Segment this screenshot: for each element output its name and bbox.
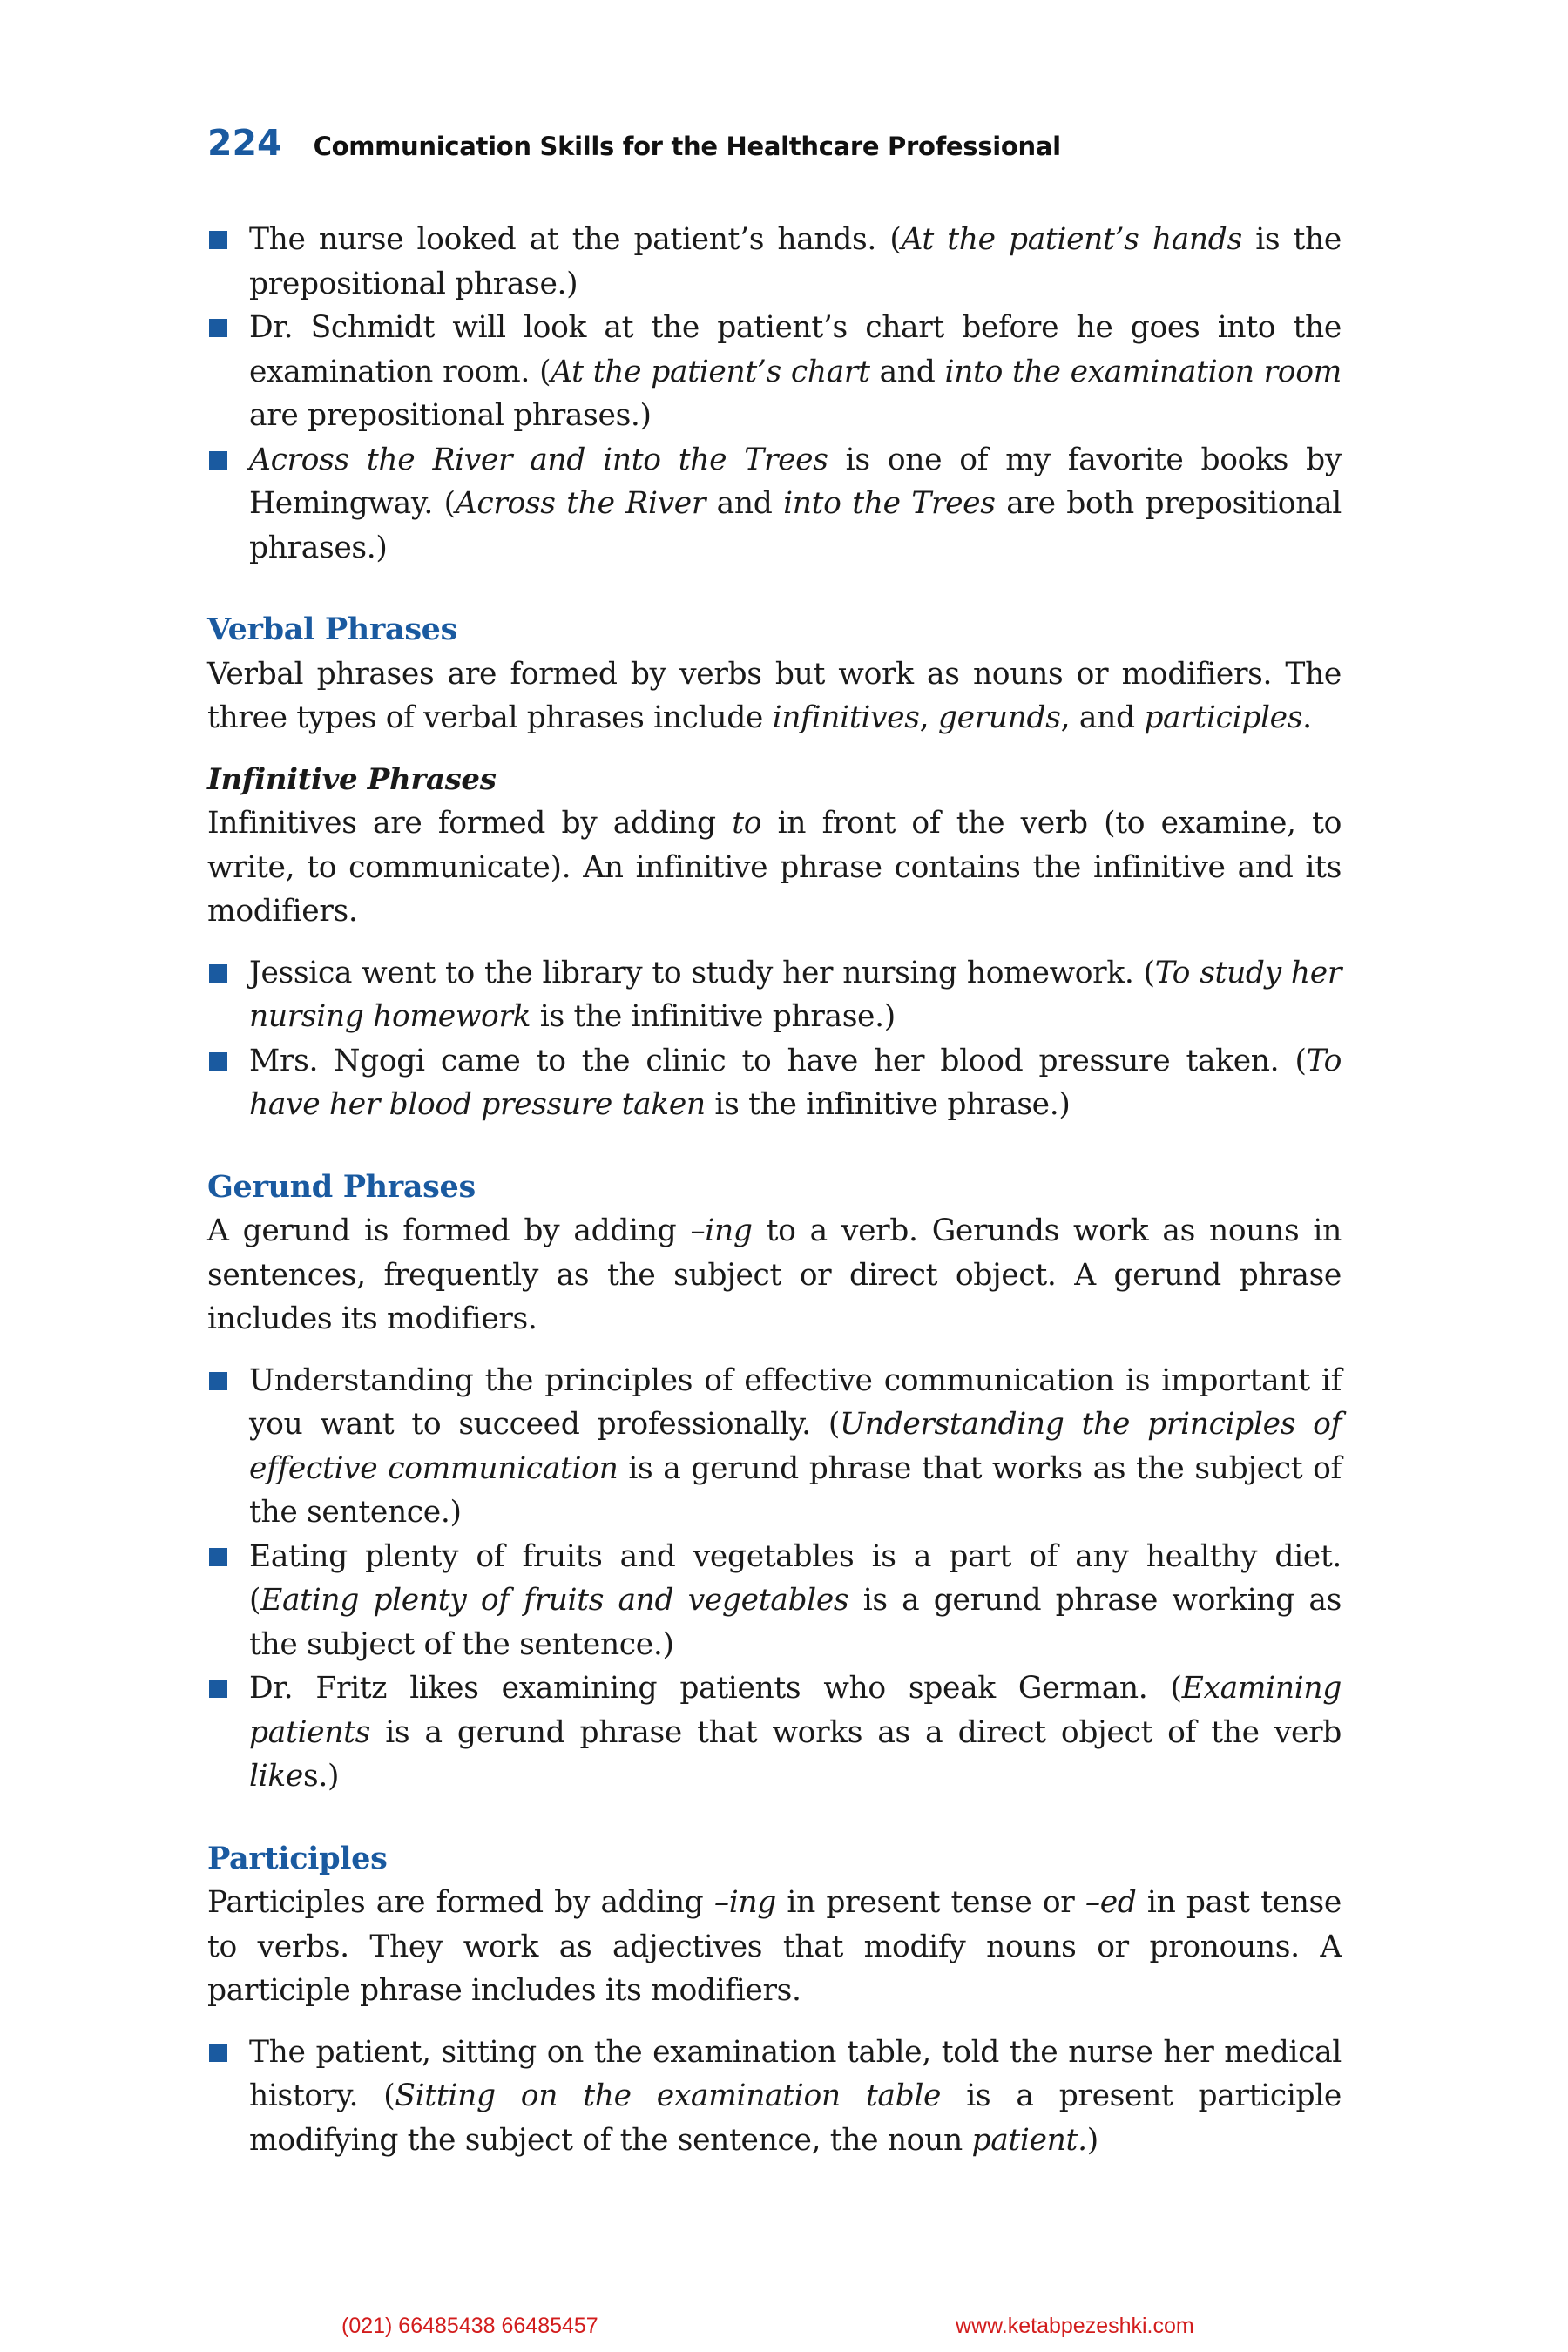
square-bullet-icon — [209, 1372, 227, 1390]
text-run: is one of my favorite books by Hemingway. ( — [249, 442, 1342, 521]
italic-text: patient. — [971, 2122, 1087, 2158]
infinitive-bullet-list — [207, 951, 1342, 1127]
text-run: is a gerund phrase that works as a direct object of the verb — [369, 1714, 1342, 1750]
text-run: is a gerund phrase working as the subject of the sentence.) — [249, 1583, 1342, 1662]
italic-text: Understanding the principles of effective communication — [249, 1407, 1342, 1486]
text-run: , and — [1060, 700, 1145, 735]
square-bullet-icon — [209, 451, 227, 470]
gerund-phrases-paragraph — [207, 1209, 1342, 1342]
text-run: A gerund is formed by adding — [207, 1213, 691, 1248]
text-run: The patient, sitting on the examination table, told the nurse her medical history. ( — [249, 2034, 1342, 2113]
italic-text: into the Trees — [783, 486, 996, 521]
italic-text: Eating plenty of fruits and vegetables — [260, 1583, 849, 1618]
text-run: in front of the verb (to examine, to write, to communicate). An infinitive phrase contains the infinitive and its modifiers. — [207, 806, 1342, 929]
italic-text: –ing — [690, 1213, 753, 1248]
italic-text: –ed — [1085, 1885, 1137, 1920]
running-head: Communication Skills for the Healthcare Professional — [313, 132, 1061, 161]
verbal-phrases-paragraph — [207, 652, 1342, 740]
italic-text: to — [732, 806, 762, 841]
section-title-participles: Participles — [207, 1840, 388, 1876]
text-run: and — [705, 486, 784, 521]
text-run: Mrs. Ngogi came to the clinic to have her blood pressure taken. ( — [249, 1043, 1307, 1078]
text-run: Dr. Schmidt will look at the patient’s chart before he goes into the examination room. ( — [249, 310, 1342, 389]
italic-text: Across the River — [455, 486, 706, 521]
italic-text: At the patient’s chart — [551, 354, 870, 389]
bullet-item — [207, 1039, 1342, 1127]
italic-text: participles — [1144, 700, 1303, 735]
bullet-item — [207, 218, 1342, 306]
text-run: is a gerund phrase that works as the subject of the sentence.) — [249, 1450, 1342, 1530]
text-run: Verbal phrases are formed by verbs but work as nouns or modifiers. The three types of verbal phrases include — [207, 656, 1342, 735]
text-run: are prepositional phrases.) — [249, 398, 652, 433]
square-bullet-icon — [209, 2044, 227, 2062]
participles-paragraph — [207, 1881, 1342, 2013]
italic-text: into the examination room — [944, 354, 1342, 389]
text-run: Dr. Fritz likes examining patients who speak German. ( — [249, 1671, 1182, 1706]
text-run: Jessica went to the library to study her nursing homework. ( — [249, 955, 1155, 990]
text-run: . — [1302, 700, 1312, 735]
page-header — [207, 122, 1061, 169]
square-bullet-icon — [209, 319, 227, 337]
page-number: 224 — [207, 122, 282, 164]
text-run: is the prepositional phrase.) — [249, 222, 1342, 301]
bullet-item — [207, 1666, 1342, 1799]
text-run: is the infinitive phrase.) — [531, 999, 896, 1034]
italic-text: gerunds — [937, 700, 1061, 735]
gerund-bullet-list — [207, 1359, 1342, 1799]
bullet-item — [207, 438, 1342, 571]
bullet-item — [207, 951, 1342, 1039]
square-bullet-icon — [209, 1052, 227, 1071]
italic-text: Across the River and into the Trees — [249, 442, 828, 477]
text-run: s.) — [303, 1759, 340, 1794]
square-bullet-icon — [209, 1548, 227, 1566]
italic-text: To study her nursing homework — [249, 955, 1342, 1034]
bullet-item — [207, 1535, 1342, 1667]
text-run: in past tense to verbs. They work as adjectives that modify nouns or pronouns. A participle phrase includes its modifiers. — [207, 1885, 1342, 2008]
footer-website: www.ketabpezeshki.com — [956, 2314, 1194, 2338]
text-run: is the infinitive phrase.) — [705, 1087, 1071, 1122]
text-run: Eating plenty of fruits and vegetables is a part of any healthy diet. ( — [249, 1538, 1342, 1618]
text-run: Understanding the principles of effective communication is important if you want to succeed professionally. ( — [249, 1362, 1342, 1442]
italic-text: –ing — [713, 1885, 777, 1920]
text-run: Participles are formed by adding — [207, 1885, 714, 1920]
intro-bullet-list — [207, 218, 1342, 570]
footer-phone: (021) 66485438 66485457 — [341, 2314, 598, 2338]
square-bullet-icon — [209, 1680, 227, 1698]
page-content — [207, 218, 1342, 2162]
participles-bullet-list — [207, 2031, 1342, 2163]
italic-text: infinitives — [772, 700, 920, 735]
text-run: are both prepositional phrases.) — [249, 486, 1342, 565]
italic-text: At the patient’s hands — [901, 222, 1242, 257]
infinitive-phrases-paragraph — [207, 801, 1342, 934]
italic-text: Sitting on the examination table — [395, 2078, 942, 2113]
subsection-title-infinitive-phrases: Infinitive Phrases — [207, 761, 497, 797]
section-title-verbal-phrases: Verbal Phrases — [207, 612, 457, 647]
text-run: ) — [1086, 2122, 1098, 2158]
text-run: Infinitives are formed by adding — [207, 806, 733, 841]
bullet-item — [207, 306, 1342, 438]
text-run: The nurse looked at the patient’s hands. ( — [249, 222, 902, 257]
text-run: , — [919, 700, 938, 735]
bullet-item — [207, 2031, 1342, 2163]
text-run: and — [869, 354, 945, 389]
italic-text: like — [249, 1759, 303, 1794]
square-bullet-icon — [209, 964, 227, 983]
text-run: in present tense or — [776, 1885, 1085, 1920]
square-bullet-icon — [209, 231, 227, 249]
bullet-item — [207, 1359, 1342, 1535]
italic-text: Examining patients — [249, 1671, 1342, 1750]
section-title-gerund-phrases: Gerund Phrases — [207, 1168, 476, 1205]
text-run: to a verb. Gerunds work as nouns in sentences, frequently as the subject or direct object. A gerund phrase includes its modifiers. — [207, 1213, 1342, 1336]
text-run: is a present participle modifying the subject of the sentence, the noun — [249, 2078, 1342, 2158]
italic-text: To have her blood pressure taken — [249, 1043, 1342, 1122]
